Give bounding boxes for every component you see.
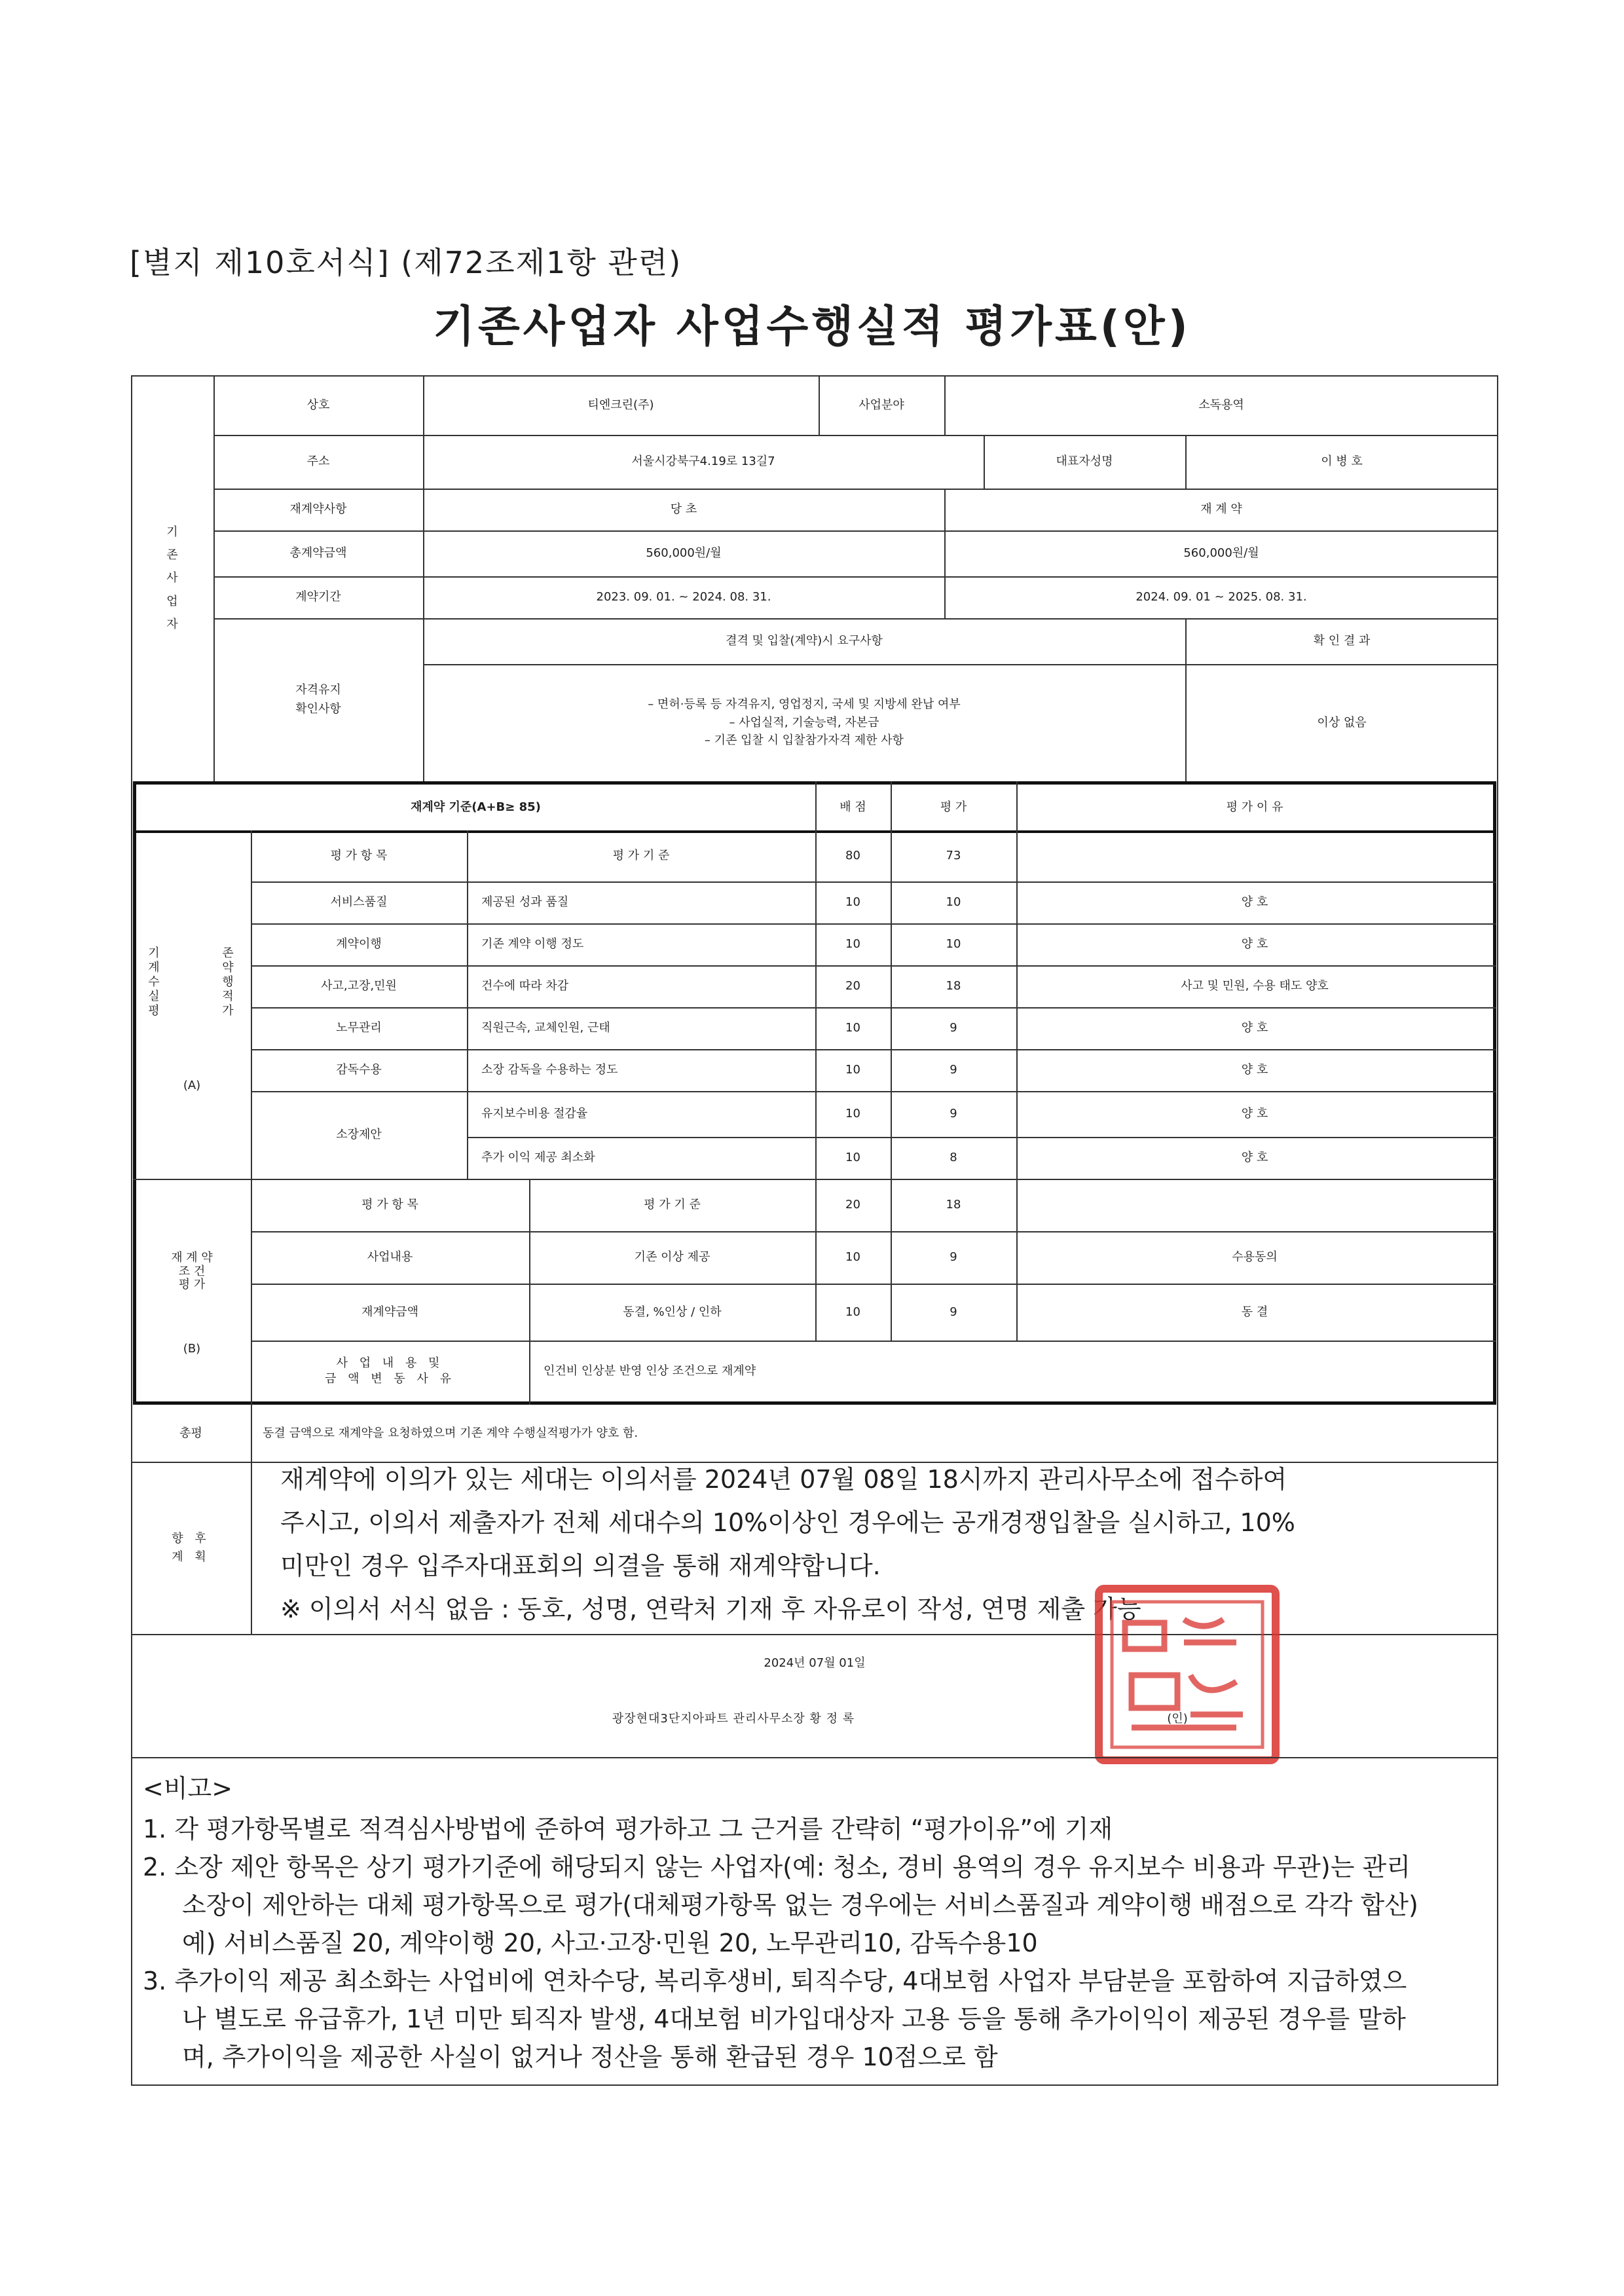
- requirement-item: – 사업실적, 기술능력, 자본금: [729, 715, 879, 730]
- a-label-char: 행: [222, 975, 234, 990]
- a-reason: 양 호: [1241, 1021, 1268, 1035]
- note-line: 소장이 제안하는 대체 평가항목으로 평가(대체평가항목 없는 경우에는 서비스품질과 계약이행 배점으로 각각 합산): [182, 1891, 1418, 1919]
- b-reason: 동 결: [1241, 1305, 1268, 1319]
- b-eval: 9: [950, 1250, 957, 1265]
- requirement-item: – 면허·등록 등 자격유지, 영업정지, 국세 및 지방세 완납 여부: [648, 697, 961, 712]
- result-value: 이상 없음: [1317, 715, 1367, 730]
- a-eval: 8: [950, 1151, 957, 1165]
- business-field-label: 사업분야: [858, 398, 904, 412]
- a-label-char: 적: [222, 989, 234, 1003]
- a-reason: 양 호: [1241, 895, 1268, 910]
- a-score: 10: [845, 1151, 860, 1165]
- a-item-manager-proposal: 소장제안: [336, 1128, 382, 1142]
- a-eval: 18: [946, 979, 961, 993]
- amount-original: 560,000원/월: [646, 546, 722, 561]
- period-renewal: 2024. 09. 01 ~ 2025. 08. 31.: [1135, 590, 1307, 604]
- note-line: 나 별도로 유급휴가, 1년 미만 퇴직자 발생, 4대보험 비가입대상자 고용 등을 통해 추가이익이 제공된 경우를 말하: [182, 2005, 1406, 2033]
- a-section-label-right: [208, 907, 248, 1058]
- address-label: 주소: [306, 454, 330, 469]
- a-total-eval: 73: [946, 849, 961, 863]
- b-total-eval: 18: [946, 1198, 961, 1212]
- a-eval: 9: [950, 1107, 957, 1121]
- plan-line: 주시고, 이의서 제출자가 전체 세대수의 10%이상인 경우에는 공개경쟁입찰을 실시하고, 10%: [280, 1508, 1295, 1537]
- address-value: 서울시강북구4.19로 13길7: [631, 454, 775, 469]
- a-standard: 유지보수비용 절감율: [481, 1107, 588, 1121]
- a-label-char: 평: [148, 1003, 160, 1018]
- plan-line: 재계약에 이의가 있는 세대는 이의서를 2024년 07월 08일 18시까지 관리사무소에 접수하여: [280, 1465, 1287, 1494]
- plan-line: ※ 이의서 서식 없음 : 동호, 성명, 연락처 기재 후 자유로이 작성, 연명 제출 가능: [280, 1595, 1141, 1623]
- a-eval: 10: [946, 937, 961, 952]
- b-standard: 동결, %인상 / 인하: [623, 1305, 722, 1319]
- a-item-header: 평 가 항 목: [330, 849, 388, 863]
- b-change-label: [251, 1341, 529, 1401]
- summary-text: 동결 금액으로 재계약을 요청하였으며 기존 계약 수행실적평가가 양호 함.: [263, 1426, 638, 1440]
- plan-line: 미만인 경우 입주자대표회의 의결을 통해 재계약합니다.: [280, 1551, 881, 1580]
- reason-header: 평 가 이 유: [1226, 800, 1283, 815]
- a-label-char: 실: [148, 989, 160, 1003]
- b-label-line: 평 가: [178, 1278, 206, 1292]
- a-eval: 9: [950, 1021, 957, 1035]
- a-score: 10: [845, 1107, 860, 1121]
- section-label-char: 업: [166, 594, 178, 608]
- a-item-labor: 노무관리: [336, 1021, 382, 1035]
- a-item-accidents: 사고,고장,민원: [321, 979, 397, 993]
- a-label-char: 가: [222, 1003, 234, 1018]
- qualification-label-line: 확인사항: [295, 701, 341, 716]
- summary-divider: [131, 1462, 1498, 1463]
- a-standard: 직원근속, 교체인원, 근태: [481, 1021, 610, 1035]
- note-line: 예) 서비스품질 20, 계약이행 20, 사고·고장·민원 20, 노무관리10, 감독수용10: [182, 1929, 1038, 1957]
- a-reason: 양 호: [1241, 1063, 1268, 1077]
- b-standard: 기존 이상 제공: [634, 1250, 710, 1265]
- plan-label-line: 계 획: [172, 1549, 210, 1564]
- signature-issuer: 광장현대3단지아파트 관리사무소장 황 정 록: [612, 1712, 855, 1726]
- score-header: 배 점: [840, 800, 866, 815]
- note-line: 1. 각 평가항목별로 적격심사방법에 준하여 평가하고 그 근거를 간략히 “평가이유”에 기재: [143, 1815, 1113, 1843]
- a-standard-header: 평 가 기 준: [612, 849, 670, 863]
- a-total-score: 80: [845, 849, 860, 863]
- notes-heading: <비고>: [143, 1774, 233, 1803]
- representative-value: 이 병 호: [1321, 454, 1363, 469]
- a-score: 10: [845, 895, 860, 910]
- a-label-char: 기: [148, 946, 160, 961]
- a-standard: 건수에 따라 차감: [481, 979, 569, 993]
- b-change-value: 인건비 인상분 반영 인상 조건으로 재계약: [544, 1363, 756, 1378]
- renewal-header: 재 계 약: [1200, 502, 1242, 517]
- business-field-value: 소독용역: [1198, 398, 1244, 412]
- a-reason: 사고 및 민원, 수용 태도 양호: [1181, 979, 1329, 993]
- note-line: 며, 추가이익을 제공한 사실이 없거나 정산을 통해 환급된 경우 10점으로 함: [182, 2043, 998, 2071]
- a-section-label-left: [134, 907, 174, 1058]
- period-label: 계약기간: [295, 590, 341, 604]
- a-item-supervision: 감독수용: [336, 1063, 382, 1077]
- b-score: 10: [845, 1305, 860, 1319]
- requirements-list: [423, 664, 1185, 781]
- company-name-value: 티엔크린(주): [587, 398, 654, 412]
- a-standard: 추가 이익 제공 최소화: [481, 1151, 595, 1165]
- b-item-header: 평 가 항 목: [361, 1198, 418, 1212]
- b-reason: 수용동의: [1232, 1250, 1278, 1265]
- a-label-char: 계: [148, 961, 160, 975]
- amount-label: 총계약금액: [289, 546, 347, 561]
- form-reference: [별지 제10호서식] (제72조제1항 관련): [130, 245, 682, 280]
- recontract-label: 재계약사항: [289, 502, 347, 517]
- section-label-char: 자: [166, 617, 178, 631]
- a-section-suffix: (A): [183, 1079, 201, 1093]
- a-score: 10: [845, 1021, 860, 1035]
- signature-divider: [131, 1634, 1498, 1635]
- b-score: 10: [845, 1250, 860, 1265]
- recontract-criterion-header: 재계약 기준(A+B≥ 85): [411, 800, 541, 815]
- a-score: 20: [845, 979, 860, 993]
- qualification-label: [213, 618, 423, 781]
- a-reason: 양 호: [1241, 1107, 1268, 1121]
- b-change-label-line: 금 액 변 동 사 유: [325, 1371, 455, 1386]
- b-label-line: 재 계 약: [171, 1250, 213, 1265]
- plan-label-line: 향 후: [172, 1531, 210, 1546]
- a-reason: 양 호: [1241, 1151, 1268, 1165]
- b-section-label: [134, 1219, 249, 1324]
- a-item-contract-performance: 계약이행: [336, 937, 382, 952]
- a-label-char: 존: [222, 946, 234, 961]
- a-reason: 양 호: [1241, 937, 1268, 952]
- a-eval: 10: [946, 895, 961, 910]
- a-label-char: 수: [148, 975, 160, 990]
- original-header: 당 초: [670, 502, 697, 517]
- a-standard: 기존 계약 이행 정도: [481, 937, 584, 952]
- b-item-business: 사업내용: [367, 1250, 413, 1265]
- note-line: 3. 추가이익 제공 최소화는 사업비에 연차수당, 복리후생비, 퇴직수당, 4대보험 사업자 부담분을 포함하여 지급하였으: [143, 1967, 1407, 1995]
- a-item-service-quality: 서비스품질: [330, 895, 388, 910]
- b-section-suffix: (B): [183, 1342, 201, 1356]
- a-standard: 소장 감독을 수용하는 정도: [481, 1063, 618, 1077]
- notes-divider: [131, 1757, 1498, 1758]
- b-standard-header: 평 가 기 준: [644, 1198, 701, 1212]
- b-eval: 9: [950, 1305, 957, 1319]
- note-line: 2. 소장 제안 항목은 상기 평가기준에 해당되지 않는 사업자(예: 청소, 경비 용역의 경우 유지보수 비용과 무관)는 관리: [143, 1853, 1411, 1881]
- b-change-label-line: 사 업 내 용 및: [336, 1356, 444, 1371]
- a-eval: 9: [950, 1063, 957, 1077]
- seal-mark: (인): [1167, 1712, 1188, 1726]
- b-total-score: 20: [845, 1198, 860, 1212]
- qualification-label-line: 자격유지: [295, 682, 341, 697]
- a-score: 10: [845, 1063, 860, 1077]
- a-label-char: 약: [222, 961, 234, 975]
- section-label-char: 사: [166, 571, 178, 585]
- period-original: 2023. 09. 01. ~ 2024. 08. 31.: [596, 590, 771, 604]
- signature-date: 2024년 07월 01일: [764, 1656, 866, 1671]
- company-section-label: [131, 375, 213, 781]
- a-standard: 제공된 성과 품질: [481, 895, 569, 910]
- representative-label: 대표자성명: [1056, 454, 1113, 469]
- requirement-item: – 기존 입찰 시 입찰참가자격 제한 사항: [704, 733, 904, 748]
- amount-renewal: 560,000원/월: [1183, 546, 1259, 561]
- requirements-header: 결격 및 입찰(계약)시 요구사항: [726, 634, 883, 648]
- result-header: 확 인 결 과: [1313, 634, 1371, 648]
- document-title: 기존사업자 사업수행실적 평가표(안): [433, 301, 1191, 352]
- b-label-line: 조 건: [178, 1264, 206, 1278]
- plan-label: [131, 1462, 251, 1634]
- summary-label: 총평: [179, 1426, 202, 1440]
- company-name-label: 상호: [306, 398, 330, 412]
- section-label-char: 존: [166, 548, 178, 563]
- section-label-char: 기: [166, 525, 178, 540]
- b-item-amount: 재계약금액: [361, 1305, 418, 1319]
- eval-header: 평 가: [940, 800, 967, 815]
- a-score: 10: [845, 937, 860, 952]
